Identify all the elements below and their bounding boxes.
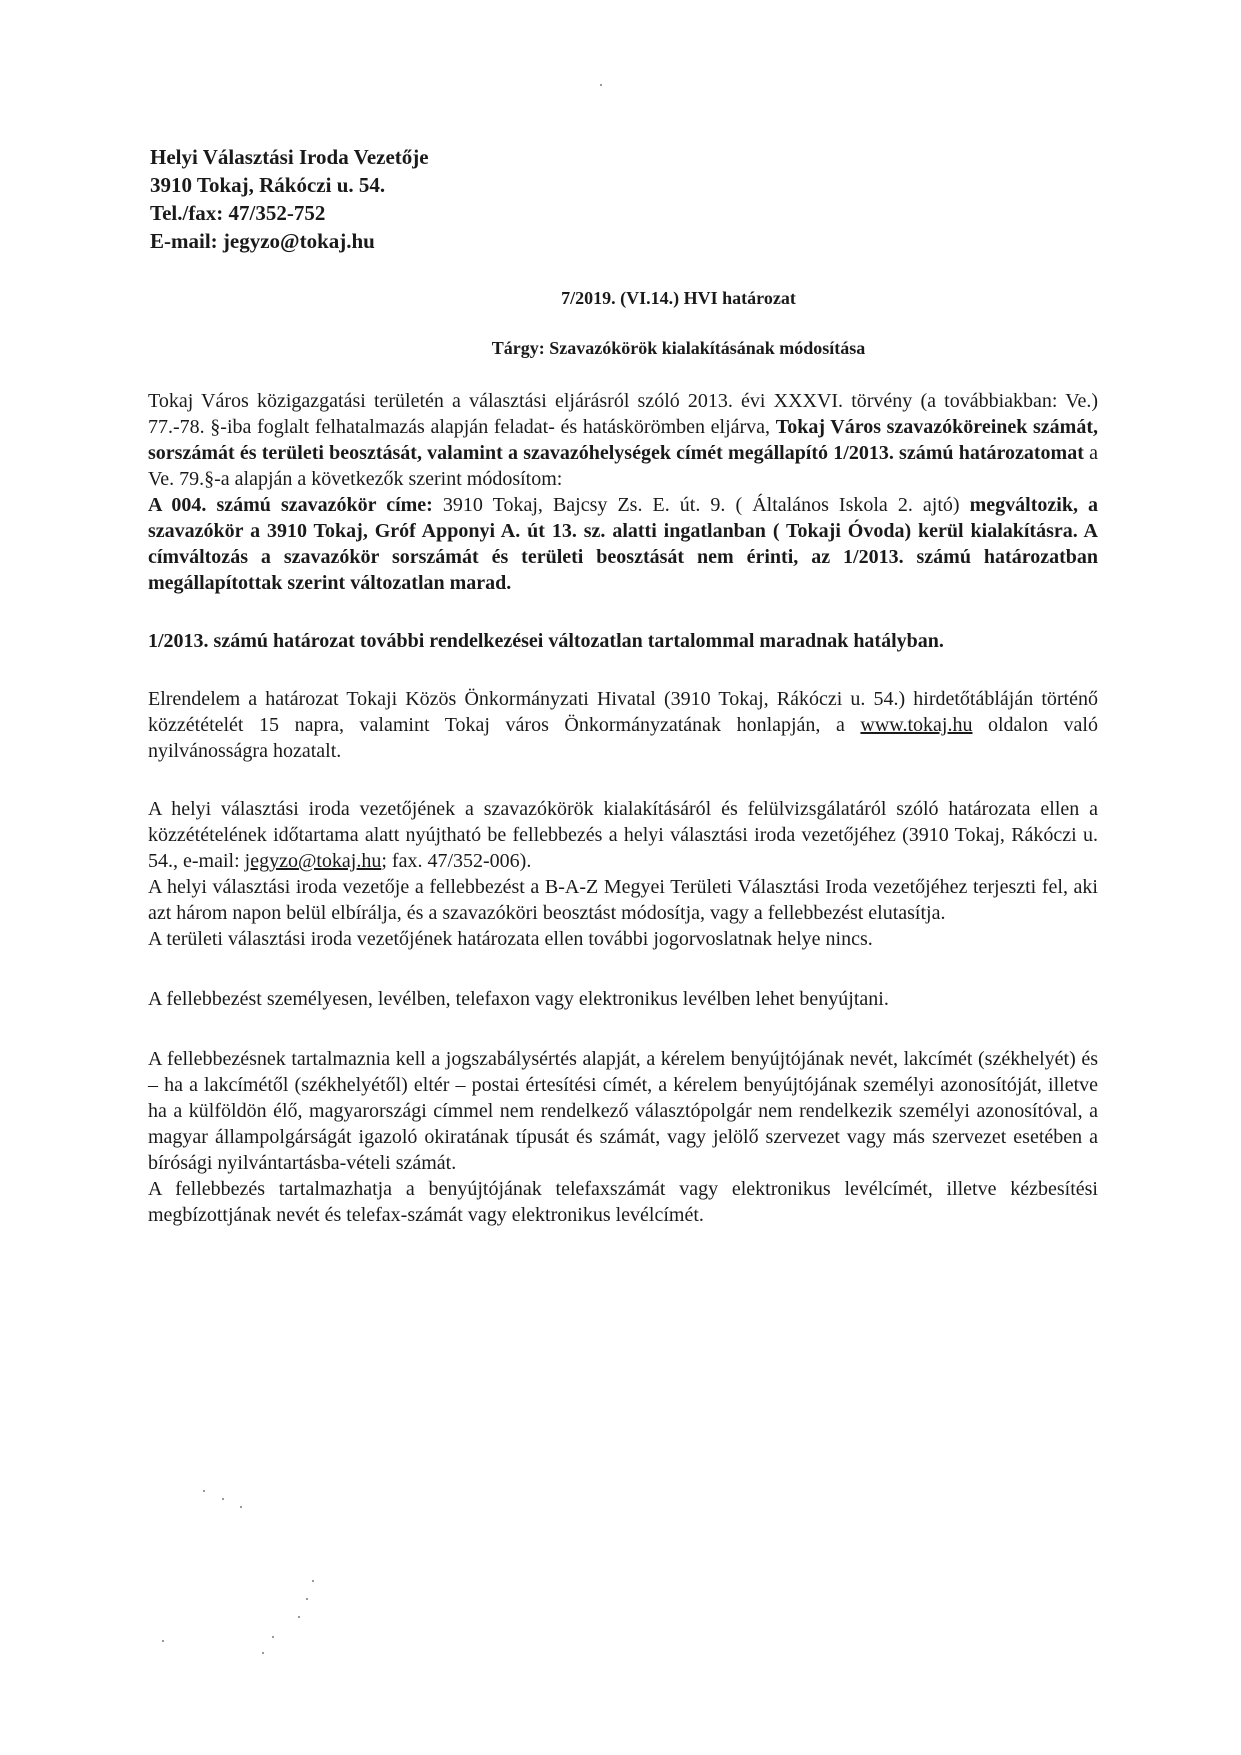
para5-text-1: A helyi választási iroda vezetőjének a szavazókörök kialakításáról és felülvizsgálatáról szóló határozata ellen a közzétételének időtartama alatt nyújtható be fellebbezés a helyi választási iroda vezetőjéhez (3910 Tokaj, Rákóczi u. 54., e-mail:	[148, 798, 1098, 872]
office-name: Helyi Választási Iroda Vezetője	[150, 145, 429, 169]
paragraph-appeal	[148, 796, 1098, 874]
scan-speck	[262, 1652, 264, 1654]
scan-speck	[222, 1498, 224, 1500]
para4-text-1: Elrendelem a határozat Tokaji Közös Önkormányzati Hivatal (3910 Tokaj, Rákóczi u. 54.) hirdetőtábláján történő közzétételét 15 napra, valamint Tokaj város Önkormányzatának honlapján, a	[148, 688, 1098, 736]
para2-text: 3910 Tokaj, Bajcsy Zs. E. út. 9. ( Általános Iskola 2. ajtó)	[432, 494, 970, 516]
paragraph-optional-contents: A fellebbezés tartalmazhatja a benyújtójának telefaxszámát vagy elektronikus levélcímét, illetve kézbesítési megbízottjának nevét és telefax-számát vagy elektronikus levélcímét.	[148, 1178, 1098, 1226]
paragraph-remaining-provisions: 1/2013. számú határozat további rendelkezései változatlan tartalommal maradnak hatályban.	[148, 630, 944, 652]
paragraph-publication	[148, 686, 1098, 764]
document-body	[148, 388, 1098, 1228]
scan-speck	[312, 1580, 314, 1582]
office-phone: Tel./fax: 47/352-752	[150, 201, 326, 225]
scan-speck	[306, 1598, 308, 1600]
para1-text-1: Tokaj Város közigazgatási területén a választási eljárásról szóló 2013. évi XXXVI. törvény (a továbbiakban: Ve.) 77.-78. §-iba foglalt felhatalmazás alapján feladat- és hatáskörömben eljárva,	[148, 390, 1098, 438]
paragraph-appeal-contents: A fellebbezésnek tartalmaznia kell a jogszabálysértés alapját, a kérelem benyújtójának nevét, lakcímét (székhelyét) és – ha a lakcímétől (székhelyétől) eltér – postai értesítési címét, a kérelem benyújtójának személyi azonosítóját, illetve ha a külföldön élő, magyarországi címmel nem rendelkező választópolgár nem rendelkezik személyi azonosítóval, a magyar állampolgárságát igazoló okiratának típusát és számát, vagy jelölő szervezet vagy más szervezet esetében a bírósági nyilvántartásba-vételi számát.	[148, 1048, 1098, 1174]
office-header	[150, 143, 429, 255]
website-link[interactable]: www.tokaj.hu	[860, 714, 973, 736]
paragraph-no-remedy: A területi választási iroda vezetőjének határozata ellen további jogorvoslatnak helye nincs.	[148, 928, 873, 950]
decision-number: 7/2019. (VI.14.) HVI határozat	[561, 288, 796, 308]
para1-bold: Tokaj Város szavazóköreinek számát, sorszámát és területi beosztását, valamint a szavazóhelységek címét megállapító 1/2013. számú határozatomat	[148, 416, 1098, 464]
paragraph-address-change	[148, 492, 1098, 596]
scan-speck	[162, 1640, 164, 1642]
para1-text-2: a Ve. 79.§-a alapján a következők szerint módosítom:	[148, 442, 1098, 490]
para2-bold-2: megváltozik, a szavazókör a 3910 Tokaj, Gróf Apponyi A. út 13. sz. alatti ingatlanban ( Tokaji Óvoda) kerül kialakításra. A címváltozás a szavazókör sorszámát és területi beosztását nem érinti, az 1/2013. számú határozatban megállapítottak szerint változatlan marad.	[148, 494, 1099, 594]
paragraph-submission-methods: A fellebbezést személyesen, levélben, telefaxon vagy elektronikus levélben lehet benyújtani.	[148, 988, 889, 1010]
scan-speck	[203, 1490, 205, 1492]
scan-speck	[298, 1616, 300, 1618]
scan-speck	[272, 1636, 274, 1638]
office-address: 3910 Tokaj, Rákóczi u. 54.	[150, 173, 386, 197]
paragraph-authority	[148, 388, 1098, 492]
decision-subject: Tárgy: Szavazókörök kialakításának módosítása	[491, 338, 866, 358]
para5-text-2: ; fax. 47/352-006).	[381, 850, 532, 872]
para4-text-2: oldalon való nyilvánosságra hozatalt.	[148, 714, 1098, 762]
email-link[interactable]: jegyzo@tokaj.hu	[244, 850, 382, 872]
para2-bold-1: A 004. számú szavazókör címe:	[148, 494, 433, 516]
office-email: E-mail: jegyzo@tokaj.hu	[150, 229, 375, 253]
paragraph-appeal-forwarding: A helyi választási iroda vezetője a fellebbezést a B-A-Z Megyei Területi Választási Iroda vezetőjéhez terjeszti fel, aki azt három napon belül elbírálja, és a szavazóköri beosztást módosítja, vagy a fellebbezést elutasítja.	[148, 876, 1098, 924]
scan-speck	[240, 1506, 242, 1508]
scan-speck	[600, 84, 602, 86]
